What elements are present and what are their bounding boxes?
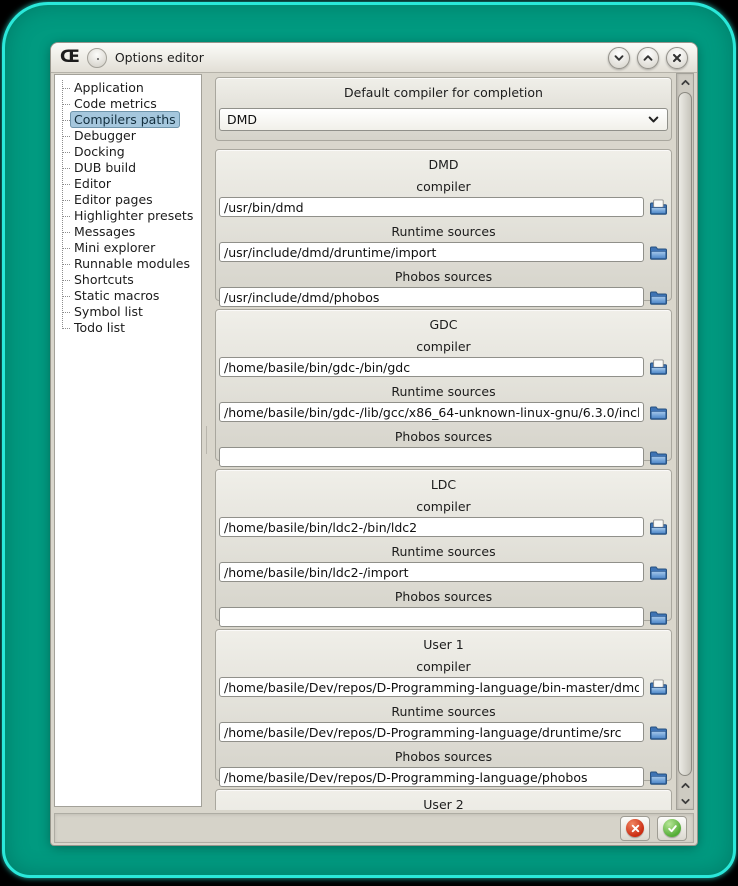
open-file-icon (649, 199, 668, 216)
window-menu-button[interactable] (87, 48, 107, 68)
group-title: Default compiler for completion (344, 85, 543, 100)
field-label: Runtime sources (391, 544, 496, 559)
default-compiler-select[interactable] (219, 108, 668, 131)
field-label: Phobos sources (394, 749, 493, 764)
scroll-up-button-bottom[interactable] (677, 777, 693, 793)
field-row (219, 242, 668, 262)
gdc-phobos-sources-input[interactable] (219, 447, 644, 467)
user1-compiler-browse-button[interactable] (649, 678, 668, 696)
open-file-icon (649, 359, 668, 376)
chevron-down-icon (647, 113, 660, 126)
user1-phobos-sources-input[interactable] (219, 767, 644, 787)
field-label: Runtime sources (391, 384, 496, 399)
chevron-down-icon (613, 52, 625, 64)
field-row (219, 767, 668, 787)
user1-runtime-browse-button[interactable] (649, 723, 668, 741)
field-label: Phobos sources (394, 269, 493, 284)
sidebar-splitter[interactable] (203, 74, 211, 807)
dmd-compiler-browse-button[interactable] (649, 198, 668, 216)
user1-group (215, 629, 672, 781)
field-row (219, 287, 668, 307)
sidebar-item-symbol-list[interactable]: Symbol list (72, 304, 201, 320)
user1-phobos-browse-button[interactable] (649, 768, 668, 786)
folder-icon (649, 769, 668, 786)
group-title: LDC (430, 477, 457, 492)
sidebar-item-static-macros[interactable]: Static macros (72, 288, 201, 304)
field-row (219, 677, 668, 697)
chevron-down-icon (680, 796, 691, 807)
scroll-up-button[interactable] (677, 74, 693, 90)
sidebar-item-application[interactable]: Application (72, 80, 201, 96)
field-label: compiler (416, 179, 471, 194)
dmd-phobos-sources-input[interactable] (219, 287, 644, 307)
field-label: compiler (416, 499, 471, 514)
gdc-compiler-input[interactable] (219, 357, 644, 377)
sidebar-item-messages[interactable]: Messages (72, 224, 201, 240)
user1-runtime-sources-input[interactable] (219, 722, 644, 742)
sidebar-item-compilers-paths[interactable]: Compilers paths (72, 112, 201, 128)
cancel-button[interactable] (620, 816, 650, 841)
field-label: compiler (416, 659, 471, 674)
field-label: Runtime sources (391, 704, 496, 719)
accept-icon (663, 819, 681, 837)
titlebar[interactable] (51, 43, 697, 73)
categories-sidebar (54, 74, 202, 807)
folder-icon (649, 404, 668, 421)
field-row (219, 722, 668, 742)
field-label: compiler (416, 339, 471, 354)
sidebar-item-docking[interactable]: Docking (72, 144, 201, 160)
group-title: User 1 (423, 637, 464, 652)
ldc-compiler-input[interactable] (219, 517, 644, 537)
maximize-button[interactable] (637, 47, 659, 69)
field-label: Phobos sources (394, 589, 493, 604)
group-title: GDC (429, 317, 458, 332)
gdc-runtime-browse-button[interactable] (649, 403, 668, 421)
shade-button[interactable] (608, 47, 630, 69)
field-label: Runtime sources (391, 224, 496, 239)
ldc-compiler-browse-button[interactable] (649, 518, 668, 536)
vertical-scrollbar[interactable] (676, 73, 694, 810)
ldc-runtime-browse-button[interactable] (649, 563, 668, 581)
sidebar-item-editor-pages[interactable]: Editor pages (72, 192, 201, 208)
folder-icon (649, 289, 668, 306)
scrollbar-thumb[interactable] (678, 92, 692, 776)
folder-icon (649, 449, 668, 466)
dmd-group (215, 149, 672, 301)
sidebar-item-shortcuts[interactable]: Shortcuts (72, 272, 201, 288)
dmd-runtime-sources-input[interactable] (219, 242, 644, 262)
sidebar-item-highlighter-presets[interactable]: Highlighter presets (72, 208, 201, 224)
scroll-down-button[interactable] (677, 793, 693, 809)
coedit-app-icon: Œ (60, 47, 79, 67)
ldc-phobos-browse-button[interactable] (649, 608, 668, 626)
ldc-runtime-sources-input[interactable] (219, 562, 644, 582)
dmd-runtime-browse-button[interactable] (649, 243, 668, 261)
combo-value: DMD (227, 112, 258, 127)
category-tree (55, 80, 201, 336)
sidebar-item-runnable-modules[interactable]: Runnable modules (72, 256, 201, 272)
close-button[interactable] (666, 47, 688, 69)
field-label: Phobos sources (394, 429, 493, 444)
gdc-phobos-browse-button[interactable] (649, 448, 668, 466)
folder-icon (649, 564, 668, 581)
sidebar-item-code-metrics[interactable]: Code metrics (72, 96, 201, 112)
accept-button[interactable] (657, 816, 687, 841)
field-row (219, 197, 668, 217)
dmd-phobos-browse-button[interactable] (649, 288, 668, 306)
desktop-background (2, 2, 736, 878)
user1-compiler-input[interactable] (219, 677, 644, 697)
user2-group (215, 789, 672, 810)
options-editor-window (51, 43, 697, 845)
field-row (219, 562, 668, 582)
sidebar-item-todo-list[interactable]: Todo list (72, 320, 201, 336)
field-row (219, 517, 668, 537)
chevron-up-icon (642, 52, 654, 64)
sidebar-item-mini-explorer[interactable]: Mini explorer (72, 240, 201, 256)
open-file-icon (649, 519, 668, 536)
gdc-compiler-browse-button[interactable] (649, 358, 668, 376)
open-file-icon (649, 679, 668, 696)
sidebar-item-editor[interactable]: Editor (72, 176, 201, 192)
group-title: DMD (428, 157, 459, 172)
sidebar-item-dub-build[interactable]: DUB build (72, 160, 201, 176)
dialog-button-bar (54, 813, 694, 843)
chevron-up-icon (680, 780, 691, 791)
ldc-phobos-sources-input[interactable] (219, 607, 644, 627)
folder-icon (649, 244, 668, 261)
window-title: Options editor (114, 50, 204, 65)
gdc-runtime-sources-input[interactable] (219, 402, 644, 422)
dmd-compiler-input[interactable] (219, 197, 644, 217)
chevron-up-icon (680, 77, 691, 88)
folder-icon (649, 609, 668, 626)
close-icon (671, 52, 683, 64)
group-title: User 2 (423, 797, 464, 810)
cancel-icon (626, 819, 644, 837)
field-row (219, 402, 668, 422)
field-row (219, 607, 668, 627)
compilers-paths-panel (212, 73, 675, 810)
folder-icon (649, 724, 668, 741)
field-row (219, 357, 668, 377)
field-row (219, 447, 668, 467)
gdc-group (215, 309, 672, 461)
ldc-group (215, 469, 672, 621)
default-compiler-group (215, 77, 672, 141)
sidebar-item-debugger[interactable]: Debugger (72, 128, 201, 144)
